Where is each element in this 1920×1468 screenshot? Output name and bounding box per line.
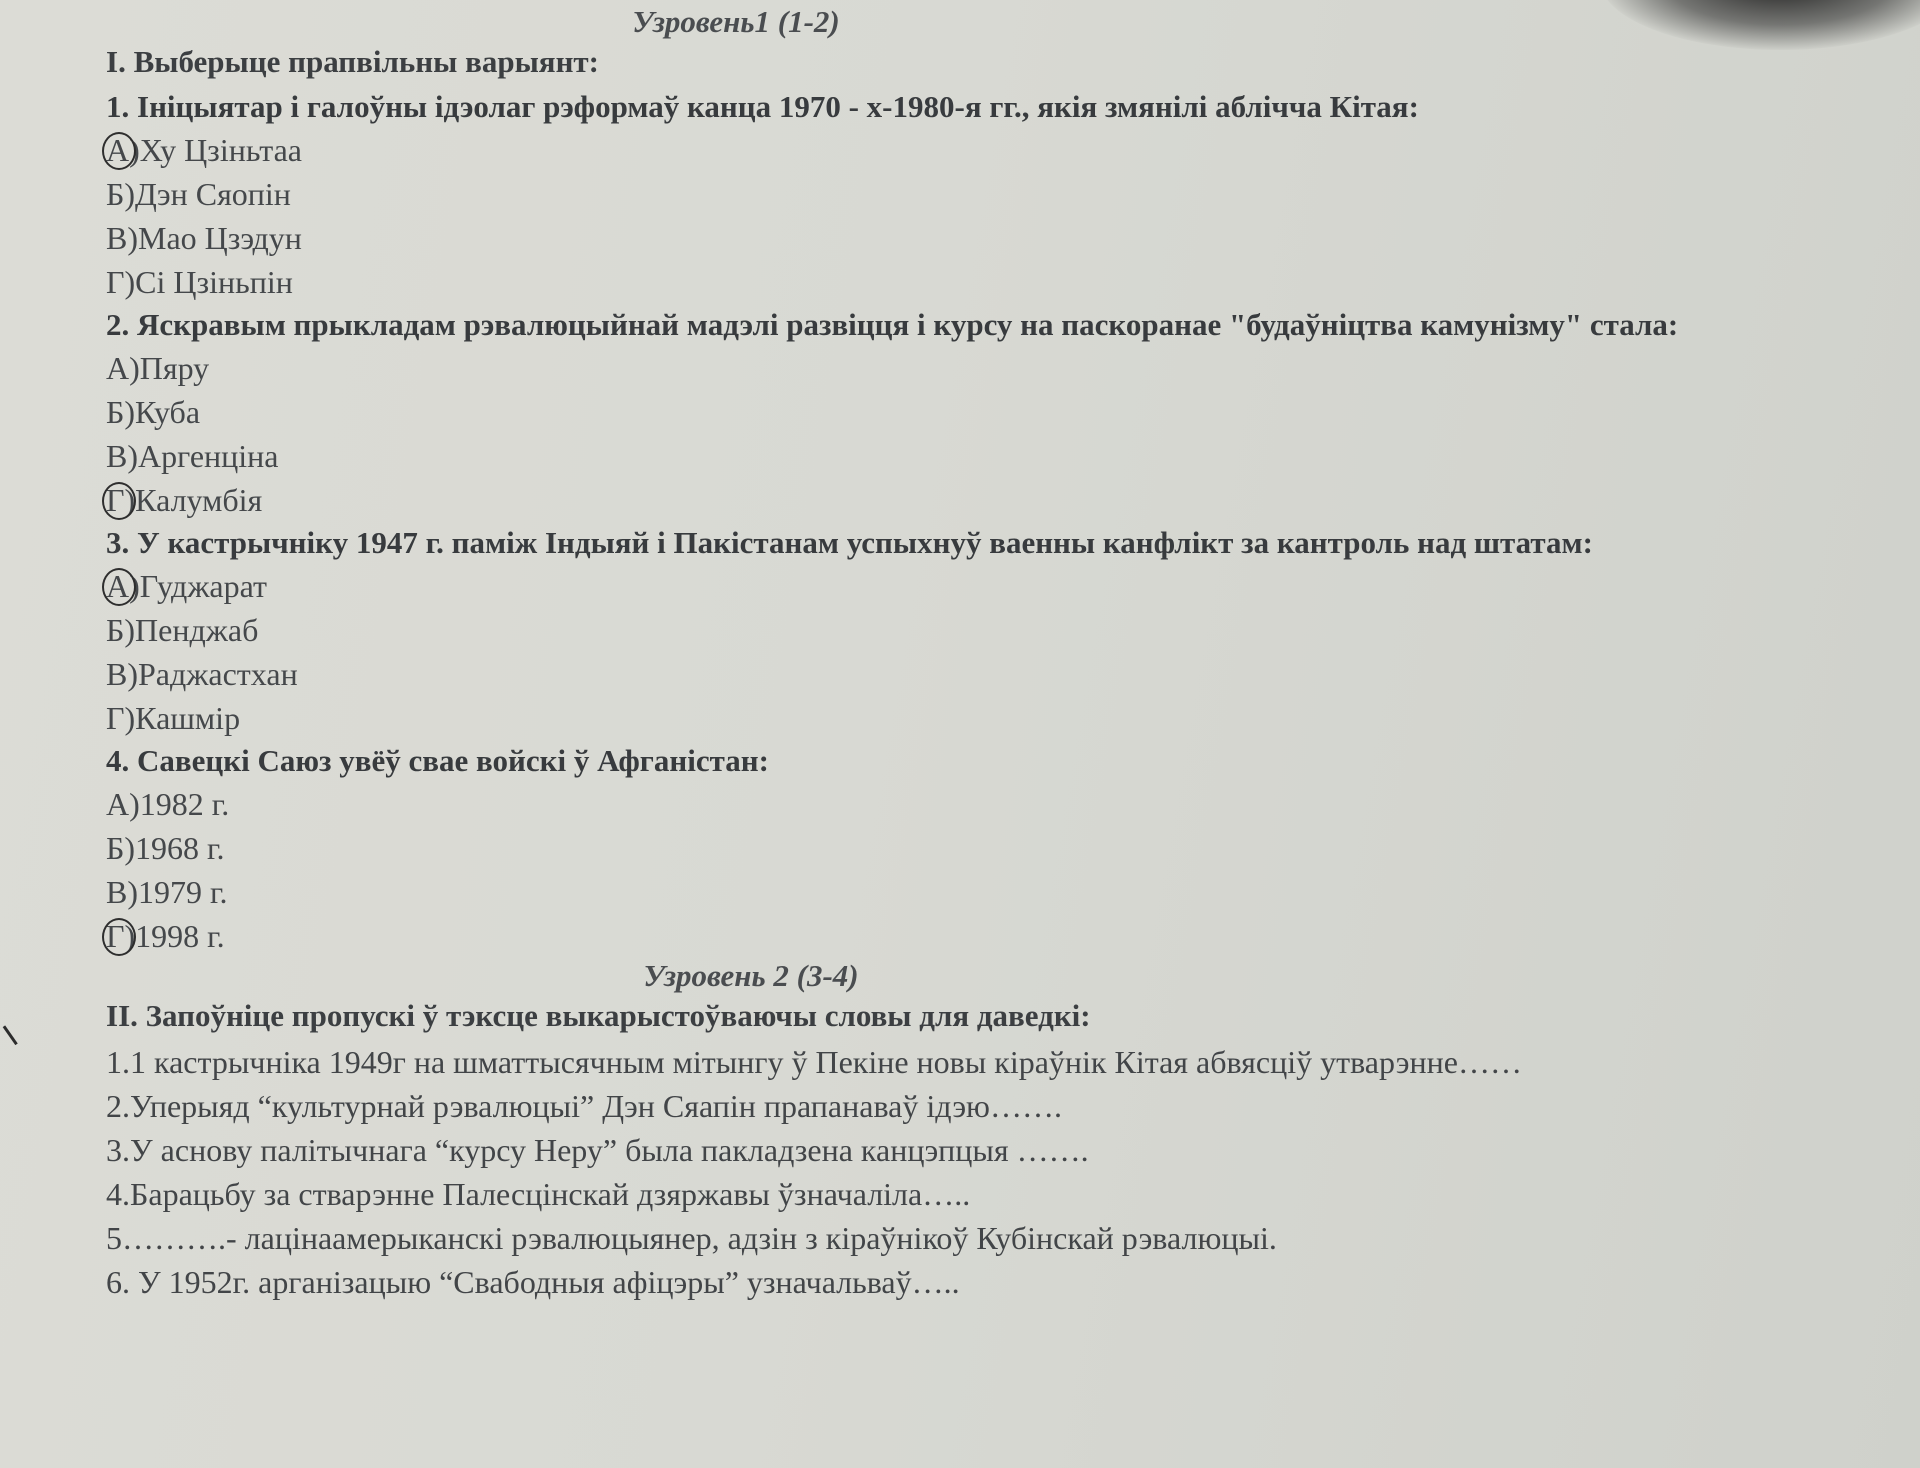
answer-option (106, 782, 1806, 826)
answer-option-text: А)Пяру (106, 350, 210, 386)
answer-option-text: Б)1968 г. (106, 830, 225, 866)
answer-option (106, 478, 1806, 522)
answer-option (106, 914, 1806, 958)
answer-option-text: Б)Дэн Сяопін (106, 176, 291, 212)
answer-option (106, 870, 1806, 914)
fill-in-item: 4.Барацьбу за стварэнне Палесцінскай дзяржавы ўзначаліла….. (106, 1176, 971, 1212)
answer-option-text: Б)Пенджаб (106, 612, 259, 648)
section-1-title: I. Выберыце прапвільны варыянт: (106, 44, 599, 79)
fill-in-list (106, 1040, 1806, 1304)
question-block (106, 86, 1806, 304)
question-text: 3. У кастрычніку 1947 г. паміж Індыяй і Пакістанам успыхнуў ваенны канфлікт за кантроль над штатам: (106, 525, 1593, 560)
answer-option-text: В)Мао Цзэдун (106, 220, 302, 256)
handwritten-circle-mark (102, 918, 136, 956)
section-2-title: II. Запоўніце пропускі ў тэксце выкарыстоўваючы словы для даведкі: (106, 998, 1091, 1033)
question-list (106, 86, 1806, 958)
question-block (106, 304, 1806, 522)
answer-option-text: Г)Сі Цзіньпін (106, 264, 293, 300)
answer-option (106, 260, 1806, 304)
answer-option-text: А)Гуджарат (106, 568, 267, 604)
question-text: 4. Савецкі Саюз увёў свае войскі ў Афганістан: (106, 743, 769, 778)
fill-in-item: 6. У 1952г. арганізацыю “Свабодныя афіцэры” узначальваў….. (106, 1264, 960, 1300)
fill-in-item: 3.У аснову палітычнага “курсу Неру” была пакладзена канцэпцыя ……. (106, 1132, 1089, 1168)
answer-option-text: В)1979 г. (106, 874, 228, 910)
answer-option (106, 434, 1806, 478)
question-text: 1. Ініцыятар і галоўны ідэолаг рэформаў канца 1970 - х-1980-я гг., якія змянілі аблічча Кітая: (106, 89, 1419, 124)
level-1-title: Узровень1 (1-2) (632, 4, 840, 39)
answer-option (106, 128, 1806, 172)
answer-option (106, 696, 1806, 740)
handwritten-circle-mark (102, 482, 136, 520)
fill-in-item: 5……….- лацінаамерыканскі рэвалюцыянер, адзін з кіраўнікоў Кубінскай рэвалюцыі. (106, 1220, 1277, 1256)
answer-option (106, 390, 1806, 434)
fill-in-item: 1.1 кастрычніка 1949г на шматтысячным мітынгу ў Пекіне новы кіраўнік Кітая абвясціў утварэнне…… (106, 1044, 1522, 1080)
worksheet-content (106, 0, 1806, 1304)
handwritten-circle-mark (102, 132, 136, 170)
answer-option-text: Г)1998 г. (106, 918, 225, 954)
answer-option-text: Г)Кашмір (106, 700, 241, 736)
fill-in-item: 2.Уперыяд “культурнай рэвалюцыі” Дэн Сяапін прапанаваў ідэю……. (106, 1088, 1062, 1124)
answer-option-text: Г)Калумбія (106, 482, 263, 518)
answer-option (106, 346, 1806, 390)
question-block (106, 740, 1806, 958)
answer-option-text: В)Раджастхан (106, 656, 298, 692)
question-block (106, 522, 1806, 740)
answer-option-text: А)1982 г. (106, 786, 230, 822)
question-text: 2. Яскравым прыкладам рэвалюцыйнай мадэлі развіцця і курсу на паскоранае "будаўніцтва камунізму" стала: (106, 307, 1679, 342)
answer-option (106, 652, 1806, 696)
answer-option (106, 608, 1806, 652)
level-2-title: Узровень 2 (3-4) (643, 958, 859, 993)
answer-option-text: Б)Куба (106, 394, 201, 430)
handwritten-circle-mark (102, 568, 136, 606)
answer-option (106, 564, 1806, 608)
answer-option-text: В)Аргенціна (106, 438, 279, 474)
answer-option-text: А)Ху Цзіньтаа (106, 132, 302, 168)
pen-mark (3, 1021, 25, 1045)
answer-option (106, 826, 1806, 870)
answer-option (106, 216, 1806, 260)
answer-option (106, 172, 1806, 216)
